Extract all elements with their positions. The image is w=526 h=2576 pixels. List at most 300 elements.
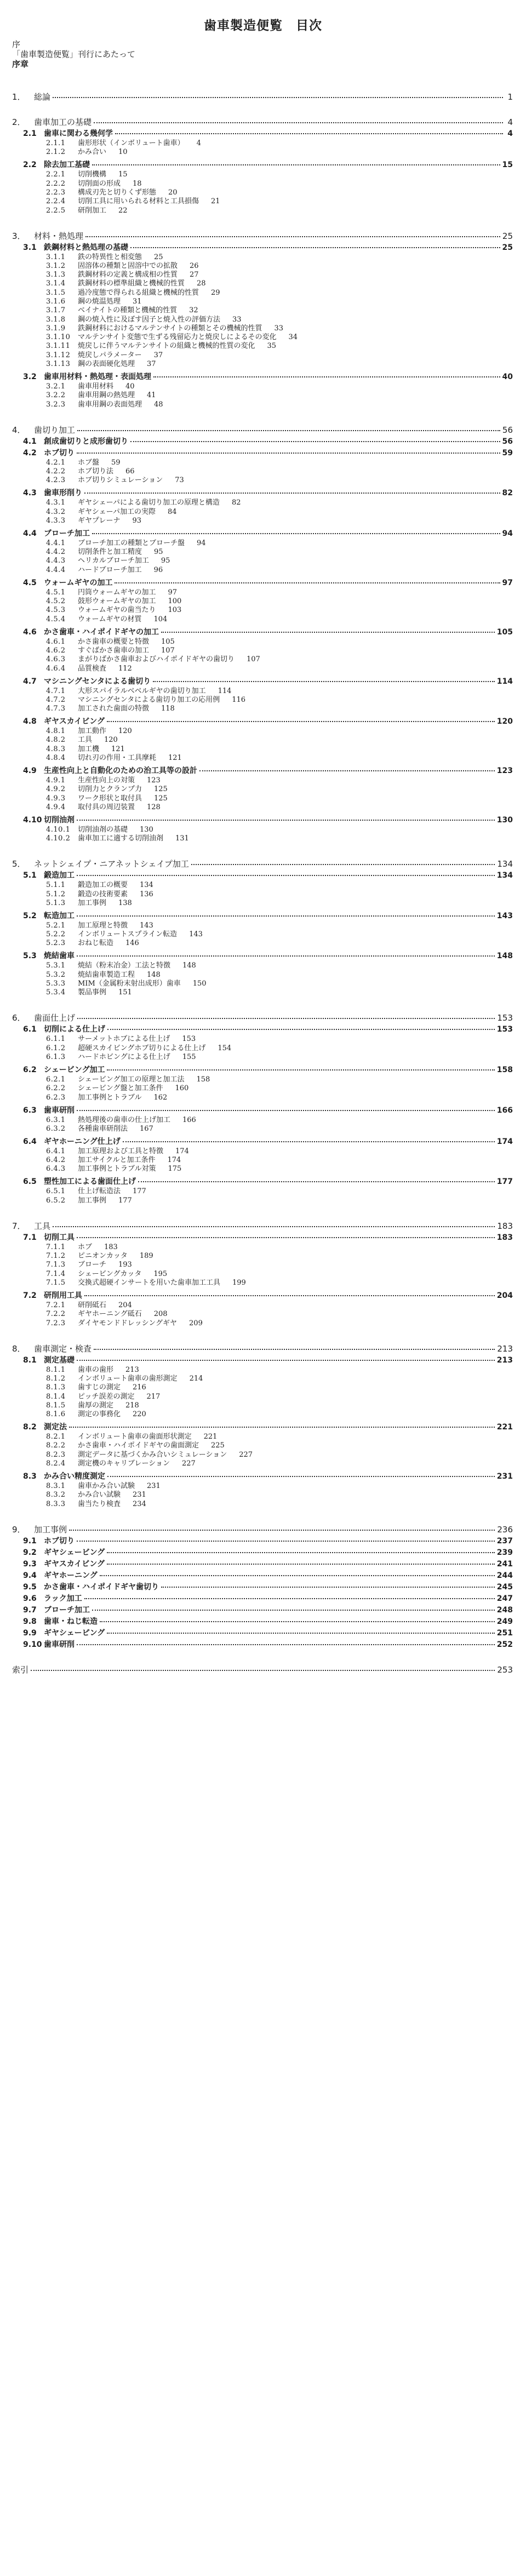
entry-title: ワーク形状と取付具: [78, 794, 142, 803]
subsection-entry[interactable]: [46, 1482, 161, 1490]
section-entry[interactable]: [23, 1066, 513, 1074]
entry-title: 焼結歯車製造工程: [78, 971, 135, 979]
subsection-entry[interactable]: [46, 922, 153, 929]
entry-page-number: 34: [288, 333, 298, 341]
entry-page-number: 151: [118, 988, 132, 997]
subsection-entry[interactable]: [46, 1491, 146, 1498]
subsection-entry[interactable]: [46, 1148, 189, 1155]
entry-page-number: 94: [502, 529, 513, 538]
entry-number: 6.4.3: [46, 1165, 66, 1173]
entry-number: 4.5.4: [46, 615, 66, 623]
subsection-entry[interactable]: [46, 298, 142, 305]
subsection-entry[interactable]: [46, 342, 276, 350]
section-entry[interactable]: [23, 1026, 513, 1033]
entry-title: 歯厚の測定: [78, 1401, 114, 1410]
entry-number: 8.1.3: [46, 1383, 66, 1392]
subsection-entry[interactable]: [46, 289, 220, 296]
subsection-entry[interactable]: [46, 1433, 217, 1440]
entry-page-number: 56: [502, 437, 513, 446]
entry-page-number: 107: [161, 646, 175, 655]
section-entry[interactable]: [23, 1178, 513, 1186]
entry-page-number: 128: [147, 803, 161, 811]
subsection-entry[interactable]: [46, 508, 177, 516]
entry-page-number: 31: [133, 297, 142, 306]
entry-title: 塑性加工による歯面仕上げ: [44, 1177, 136, 1186]
entry-page-number: 225: [211, 1441, 225, 1450]
subsection-entry[interactable]: [46, 548, 163, 556]
subsection-entry[interactable]: [46, 656, 260, 663]
subsection-entry[interactable]: [46, 606, 181, 614]
subsection-entry[interactable]: [46, 1125, 153, 1132]
subsection-entry[interactable]: [46, 804, 161, 811]
entry-page-number: 252: [496, 1640, 513, 1649]
entry-page-number: 105: [496, 628, 513, 637]
entry-page-number: 1: [507, 92, 513, 102]
front-matter-item[interactable]: 序: [12, 39, 21, 49]
section-entry[interactable]: [23, 1537, 513, 1545]
section-entry[interactable]: [23, 1549, 513, 1556]
entry-page-number: 183: [497, 1221, 513, 1231]
section-entry[interactable]: [23, 816, 513, 824]
subsection-entry[interactable]: [46, 189, 178, 196]
subsection-entry[interactable]: [46, 665, 132, 672]
subsection-entry[interactable]: [46, 1375, 203, 1382]
entry-title: 加工動作: [78, 727, 107, 735]
dot-leader: [53, 97, 503, 98]
entry-title: かさ歯車・ハイポイドギヤの加工: [44, 628, 159, 637]
subsection-entry[interactable]: [46, 352, 163, 359]
entry-title: 歯車加工の基礎: [34, 117, 92, 127]
dot-leader: [77, 1360, 495, 1361]
section-entry[interactable]: [23, 161, 513, 169]
subsection-entry[interactable]: [46, 1157, 181, 1164]
subsection-entry[interactable]: [46, 148, 128, 156]
section-entry[interactable]: [23, 767, 513, 775]
subsection-entry[interactable]: [46, 688, 231, 695]
subsection-entry[interactable]: [46, 325, 283, 332]
entry-title: 総論: [34, 92, 51, 102]
entry-title: 固溶体の種類と固溶中での拡散: [78, 262, 178, 270]
section-entry[interactable]: [23, 1473, 513, 1480]
entry-page-number: 183: [496, 1233, 513, 1242]
section-entry[interactable]: [23, 449, 513, 457]
section-entry[interactable]: [23, 530, 513, 537]
entry-title: 切削条件と加工精度: [78, 548, 142, 556]
subsection-entry[interactable]: [46, 557, 170, 564]
entry-number: 9.1: [23, 1537, 37, 1545]
entry-number: 3.2: [23, 373, 37, 381]
subsection-entry[interactable]: [46, 1035, 196, 1043]
entry-page-number: 213: [496, 1356, 513, 1365]
entry-title: ギヤスカイビング: [44, 1560, 105, 1569]
subsection-entry[interactable]: [46, 392, 156, 399]
entry-number: 7.1: [23, 1233, 37, 1242]
entry-number: 8.2.1: [46, 1433, 66, 1441]
subsection-entry[interactable]: [46, 1261, 132, 1268]
section-entry[interactable]: [23, 438, 513, 445]
section-entry[interactable]: [23, 1572, 513, 1579]
subsection-entry[interactable]: [46, 891, 153, 898]
entry-number: 2.1.2: [46, 148, 66, 156]
entry-title: 品質検査: [78, 665, 107, 673]
entry-title: 鋼の焼温処理: [78, 297, 121, 306]
subsection-entry[interactable]: [46, 517, 141, 524]
entry-page-number: 27: [190, 271, 199, 279]
chapter-entry[interactable]: [12, 93, 513, 101]
section-entry[interactable]: [23, 1606, 513, 1614]
entry-number: 4.7: [23, 677, 37, 686]
chapter-entry[interactable]: [12, 1222, 513, 1230]
entry-page-number: 166: [182, 1116, 196, 1124]
entry-title: ギヤシェーパ加工の実際: [78, 508, 156, 516]
chapter-entry[interactable]: [12, 232, 513, 241]
subsection-entry[interactable]: [46, 989, 132, 996]
entry-title: 切削油剤: [44, 816, 75, 825]
entry-page-number: 189: [139, 1252, 153, 1260]
entry-number: 6.3: [23, 1106, 37, 1115]
entry-page-number: 209: [189, 1319, 203, 1327]
entry-page-number: 32: [189, 306, 198, 314]
section-entry[interactable]: [23, 872, 513, 879]
section-entry[interactable]: [23, 1560, 513, 1568]
section-entry[interactable]: [23, 1234, 513, 1241]
subsection-entry[interactable]: [46, 777, 161, 784]
entry-page-number: 213: [497, 1344, 513, 1354]
entry-page-number: 28: [197, 279, 206, 288]
entry-number: 4.5: [23, 579, 37, 587]
section-entry[interactable]: [23, 912, 513, 920]
subsection-entry[interactable]: [46, 705, 175, 712]
entry-number: 4.2: [23, 449, 37, 457]
entry-number: 4.7.3: [46, 705, 66, 713]
subsection-entry[interactable]: [46, 1076, 210, 1083]
entry-page-number: 143: [140, 921, 153, 930]
entry-page-number: 22: [118, 207, 128, 215]
entry-number: 7.1.3: [46, 1261, 66, 1269]
entry-number: 8.2.2: [46, 1441, 66, 1450]
subsection-entry[interactable]: [46, 696, 245, 703]
dot-leader: [77, 1110, 495, 1111]
entry-title: 加工された歯面の特徴: [78, 705, 150, 713]
entry-number: 2.2.3: [46, 188, 66, 197]
entry-page-number: 143: [189, 930, 203, 938]
entry-page-number: 84: [167, 508, 177, 516]
entry-title: 生産性向上と自動化のための治工具等の設計: [44, 766, 197, 775]
entry-title: 加工事例とトラブル対策: [78, 1165, 156, 1173]
section-entry[interactable]: [23, 718, 513, 725]
entry-page-number: 41: [147, 391, 156, 399]
entry-number: 9.9: [23, 1629, 37, 1638]
dot-leader: [153, 376, 500, 377]
entry-number: 5.3.2: [46, 971, 66, 979]
dot-leader: [77, 1237, 495, 1238]
entry-number: 4.3.2: [46, 508, 66, 516]
entry-page-number: 248: [496, 1606, 513, 1615]
entry-page-number: 249: [496, 1617, 513, 1626]
entry-title: かさ歯車・ハイポイドギヤの歯面測定: [78, 1441, 199, 1450]
subsection-entry[interactable]: [46, 786, 168, 793]
entry-title: 超硬スカイビングホブ切りによる仕上げ: [78, 1044, 206, 1052]
entry-page-number: 59: [502, 449, 513, 457]
subsection-entry[interactable]: [46, 1411, 146, 1418]
subsection-entry[interactable]: [46, 198, 220, 205]
subsection-entry[interactable]: [46, 180, 142, 187]
entry-number: 5.2: [23, 912, 37, 920]
entry-number: 3.1.3: [46, 271, 66, 279]
subsection-entry[interactable]: [46, 477, 184, 484]
entry-number: 5.2.3: [46, 939, 66, 947]
section-entry[interactable]: [23, 1107, 513, 1114]
subsection-entry[interactable]: [46, 971, 161, 978]
entry-title: ウォームギヤの加工: [44, 579, 113, 587]
entry-page-number: 195: [153, 1270, 168, 1278]
subsection-entry[interactable]: [46, 262, 199, 270]
entry-number: 8.3: [23, 1472, 37, 1481]
entry-number: 7.2.1: [46, 1301, 66, 1309]
subsection-entry[interactable]: [46, 1384, 146, 1391]
entry-page-number: 134: [496, 871, 513, 880]
entry-page-number: 204: [118, 1301, 132, 1309]
entry-title: ギヤスカイビング: [44, 717, 105, 726]
subsection-entry[interactable]: [46, 468, 135, 475]
subsection-entry[interactable]: [46, 1501, 146, 1508]
entry-title: ウォームギヤの材質: [78, 615, 142, 623]
chapter-entry[interactable]: [12, 426, 513, 434]
subsection-entry[interactable]: [46, 171, 128, 178]
entry-title: 歯車測定・検査: [34, 1344, 92, 1354]
entry-title: マシニングセンタによる歯切り: [44, 677, 151, 686]
entry-title: ピニオンカッタ: [78, 1252, 128, 1260]
subsection-entry[interactable]: [46, 1302, 132, 1309]
subsection-entry[interactable]: [46, 316, 242, 323]
section-entry[interactable]: [23, 952, 513, 960]
subsection-entry[interactable]: [46, 1117, 196, 1124]
dot-leader: [77, 875, 495, 876]
entry-number: 3.1.11: [46, 342, 71, 350]
section-entry[interactable]: [23, 1292, 513, 1300]
subsection-entry[interactable]: [46, 940, 139, 947]
entry-page-number: 114: [496, 677, 513, 686]
subsection-entry[interactable]: [46, 307, 198, 314]
subsection-entry[interactable]: [46, 271, 199, 278]
entry-page-number: 125: [154, 794, 168, 803]
subsection-entry[interactable]: [46, 1451, 253, 1458]
subsection-entry[interactable]: [46, 140, 201, 147]
subsection-entry[interactable]: [46, 826, 153, 833]
entry-title: インボリュート歯車の歯面形状測定: [78, 1433, 192, 1441]
entry-number: 8.2.3: [46, 1451, 66, 1459]
entry-number: 9.10: [23, 1640, 42, 1649]
chapter-entry[interactable]: [12, 1014, 513, 1022]
entry-page-number: 167: [140, 1125, 153, 1133]
entry-title: インボリュート歯車の歯形測定: [78, 1375, 178, 1383]
entry-number: 2.1.1: [46, 139, 66, 147]
dot-leader: [84, 493, 500, 494]
subsection-entry[interactable]: [46, 754, 182, 762]
subsection-entry[interactable]: [46, 499, 241, 506]
subsection-entry[interactable]: [46, 1310, 168, 1318]
subsection-entry[interactable]: [46, 540, 206, 547]
subsection-entry[interactable]: [46, 566, 163, 574]
section-entry[interactable]: [23, 373, 513, 381]
dot-leader: [100, 1621, 495, 1622]
entry-title: 交換式超硬インサートを用いた歯車加工工具: [78, 1279, 221, 1287]
section-entry[interactable]: [23, 1595, 513, 1602]
subsection-entry[interactable]: [46, 280, 206, 287]
entry-page-number: 82: [231, 499, 241, 507]
entry-page-number: 146: [125, 939, 139, 947]
section-entry[interactable]: [23, 678, 513, 685]
entry-title: ブローチ加工: [44, 1606, 90, 1615]
entry-number: 3.1.5: [46, 289, 66, 297]
entry-title: 歯当たり検査: [78, 1500, 121, 1508]
entry-title: 鉄鋼材料の標準組織と機械的性質: [78, 279, 185, 288]
subsection-entry[interactable]: [46, 1188, 146, 1195]
entry-page-number: 227: [239, 1451, 253, 1459]
entry-number: 6.1: [23, 1025, 37, 1034]
front-matter-item[interactable]: 「歯車製造便覧」刊行にあたって: [12, 49, 136, 59]
entry-number: 3.1.4: [46, 279, 66, 288]
subsection-entry[interactable]: [46, 1045, 231, 1052]
entry-title: 測定の事務化: [78, 1410, 121, 1418]
entry-number: 4.8.1: [46, 727, 66, 735]
dot-leader: [161, 1587, 495, 1588]
subsection-entry[interactable]: [46, 360, 156, 368]
subsection-entry[interactable]: [46, 1442, 225, 1449]
subsection-entry[interactable]: [46, 931, 203, 938]
entry-title: 過冷度態で得られる組織と機械的性質: [78, 289, 199, 297]
subsection-entry[interactable]: [46, 728, 132, 735]
subsection-entry[interactable]: [46, 1244, 118, 1251]
entry-title: 歯車用材料・熱処理・表面処理: [44, 373, 151, 381]
chapter-entry[interactable]: [12, 1526, 513, 1534]
entry-number: 8.1.6: [46, 1410, 66, 1418]
subsection-entry[interactable]: [46, 795, 168, 802]
entry-number: 4.7.1: [46, 687, 66, 695]
entry-number: 5.1.2: [46, 890, 66, 898]
subsection-entry[interactable]: [46, 638, 175, 645]
entry-number: 4.3: [23, 489, 37, 497]
entry-page-number: 97: [168, 588, 178, 597]
entry-number: 4.4.4: [46, 566, 66, 574]
entry-title: 生産性向上の対策: [78, 776, 135, 785]
entry-number: 4.7.2: [46, 696, 66, 704]
entry-page-number: 82: [502, 489, 513, 497]
entry-title: 創成歯切りと成形歯切り: [44, 437, 128, 446]
entry-title: ギヤプレーナ: [78, 517, 121, 525]
subsection-entry[interactable]: [46, 1320, 203, 1327]
section-entry[interactable]: [23, 628, 513, 636]
entry-title: 歯車の歯形: [78, 1366, 114, 1374]
subsection-entry[interactable]: [46, 980, 207, 987]
section-entry[interactable]: [23, 1583, 513, 1591]
entry-page-number: 107: [247, 655, 260, 663]
entry-page-number: 120: [496, 717, 513, 726]
entry-title: 鉄鋼材料におけるマルテンサイトの種類とその機械的性質: [78, 324, 262, 333]
subsection-entry[interactable]: [46, 1366, 139, 1373]
chapter-entry[interactable]: [12, 1345, 513, 1353]
section-entry[interactable]: [23, 1138, 513, 1146]
subsection-entry[interactable]: [46, 1402, 139, 1409]
section-entry[interactable]: [23, 1618, 513, 1625]
subsection-entry[interactable]: [46, 1197, 132, 1204]
entry-number: 9.4: [23, 1571, 37, 1580]
subsection-entry[interactable]: [46, 881, 153, 889]
entry-title: ギヤシェービング: [44, 1548, 105, 1557]
subsection-entry[interactable]: [46, 254, 163, 261]
entry-title: 切削機構: [78, 170, 107, 179]
entry-title: ベイナイトの種類と機械的性質: [78, 306, 178, 314]
entry-page-number: 177: [496, 1177, 513, 1186]
section-entry[interactable]: [23, 1629, 513, 1637]
subsection-entry[interactable]: [46, 1165, 181, 1172]
section-entry[interactable]: [23, 130, 513, 138]
entry-page-number: 66: [125, 467, 135, 476]
dot-leader: [92, 164, 500, 165]
entry-title: 歯車・ねじ転造: [44, 1617, 98, 1626]
subsection-entry[interactable]: [46, 647, 175, 654]
subsection-entry[interactable]: [46, 736, 118, 743]
section-entry[interactable]: [23, 489, 513, 497]
front-matter-item[interactable]: 序章: [12, 59, 29, 69]
dot-leader: [130, 441, 500, 442]
entry-number: 5.3.3: [46, 980, 66, 988]
entry-page-number: 20: [168, 188, 178, 197]
section-entry[interactable]: [23, 1641, 513, 1648]
subsection-entry[interactable]: [46, 459, 121, 466]
subsection-entry[interactable]: [46, 1393, 160, 1400]
entry-number: 6．: [12, 1013, 26, 1023]
subsection-entry[interactable]: [46, 1279, 246, 1286]
subsection-entry[interactable]: [46, 401, 163, 408]
entry-title: 鉄鋼材料の定義と構成相の性質: [78, 271, 178, 279]
subsection-entry[interactable]: [46, 1094, 167, 1101]
subsection-entry[interactable]: [46, 746, 125, 753]
entry-number: 8.1.4: [46, 1393, 66, 1401]
subsection-entry[interactable]: [46, 962, 196, 969]
subsection-entry[interactable]: [46, 334, 298, 341]
entry-page-number: 134: [497, 859, 513, 869]
subsection-entry[interactable]: [46, 1054, 196, 1061]
section-entry[interactable]: [23, 1423, 513, 1431]
subsection-entry[interactable]: [46, 598, 181, 605]
subsection-entry[interactable]: [46, 589, 177, 596]
entry-page-number: 218: [125, 1401, 139, 1410]
section-entry[interactable]: [23, 579, 513, 587]
subsection-entry[interactable]: [46, 616, 167, 623]
subsection-entry[interactable]: [46, 207, 128, 214]
entry-number: 5.2.1: [46, 921, 66, 930]
entry-title: 円筒ウォームギヤの加工: [78, 588, 156, 597]
subsection-entry[interactable]: [46, 1270, 167, 1278]
subsection-entry[interactable]: [46, 383, 135, 390]
subsection-entry[interactable]: [46, 1460, 196, 1467]
section-entry[interactable]: [23, 1356, 513, 1364]
section-entry[interactable]: [23, 244, 513, 251]
entry-title: ウォームギヤの歯当たり: [78, 606, 156, 614]
subsection-entry[interactable]: [46, 1085, 188, 1092]
entry-number: 2．: [12, 117, 26, 127]
chapter-entry[interactable]: [12, 1666, 513, 1674]
subsection-entry[interactable]: [46, 900, 132, 907]
dot-leader: [53, 1226, 495, 1227]
subsection-entry[interactable]: [46, 1252, 153, 1260]
chapter-entry[interactable]: [12, 118, 513, 127]
chapter-entry[interactable]: [12, 860, 513, 868]
subsection-entry[interactable]: [46, 835, 189, 842]
entry-title: 鼓形ウォームギヤの加工: [78, 597, 156, 605]
entry-page-number: 121: [111, 745, 125, 753]
